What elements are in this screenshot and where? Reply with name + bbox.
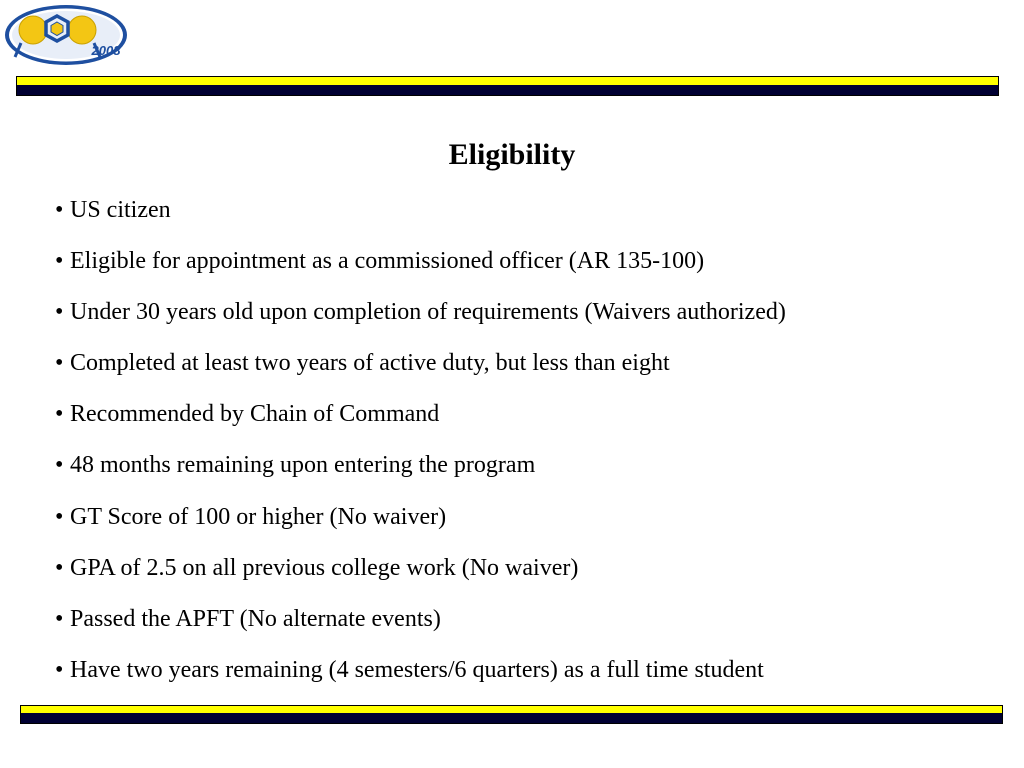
bullet-icon: • [55, 452, 64, 479]
top-divider-bar [16, 76, 999, 96]
list-item [55, 196, 786, 224]
list-item-text: Passed the APFT (No alternate events) [70, 605, 441, 632]
list-item-text: Recommended by Chain of Command [70, 401, 440, 428]
bullet-icon: • [55, 197, 64, 223]
list-item-text: GT Score of 100 or higher (No waiver) [70, 503, 447, 530]
bullet-icon: • [55, 503, 64, 530]
list-item-text: Under 30 years old upon completion of requirements (Waivers authorized) [70, 299, 786, 326]
bullet-icon: • [55, 248, 64, 275]
slide-title: Eligibility [448, 138, 576, 171]
bullet-icon: • [55, 656, 64, 683]
bullet-icon: • [55, 299, 64, 326]
eligibility-list [55, 196, 786, 707]
list-item-text: GPA of 2.5 on all previous college work (No waiver) [70, 554, 579, 581]
bullet-icon: • [55, 554, 64, 581]
list-item [55, 298, 786, 326]
list-item [55, 451, 786, 479]
list-item-text: 48 months remaining upon entering the program [70, 452, 536, 479]
conference-logo [2, 2, 128, 68]
list-item [55, 656, 786, 684]
bullet-icon: • [55, 350, 64, 377]
list-item-text: US citizen [70, 197, 171, 223]
list-item-text: Completed at least two years of active duty, but less than eight [70, 350, 670, 377]
bullet-icon: • [55, 401, 64, 428]
logo-year-text: 2008 [91, 43, 121, 58]
list-item [55, 605, 786, 633]
list-item [55, 349, 786, 377]
list-item-text: Eligible for appointment as a commissioned officer (AR 135-100) [70, 248, 705, 275]
list-item [55, 247, 786, 275]
list-item [55, 400, 786, 428]
bullet-icon: • [55, 605, 64, 632]
bottom-divider-bar [20, 705, 1003, 724]
list-item-text: Have two years remaining (4 semesters/6 quarters) as a full time student [70, 656, 764, 683]
list-item [55, 503, 786, 531]
list-item [55, 554, 786, 582]
